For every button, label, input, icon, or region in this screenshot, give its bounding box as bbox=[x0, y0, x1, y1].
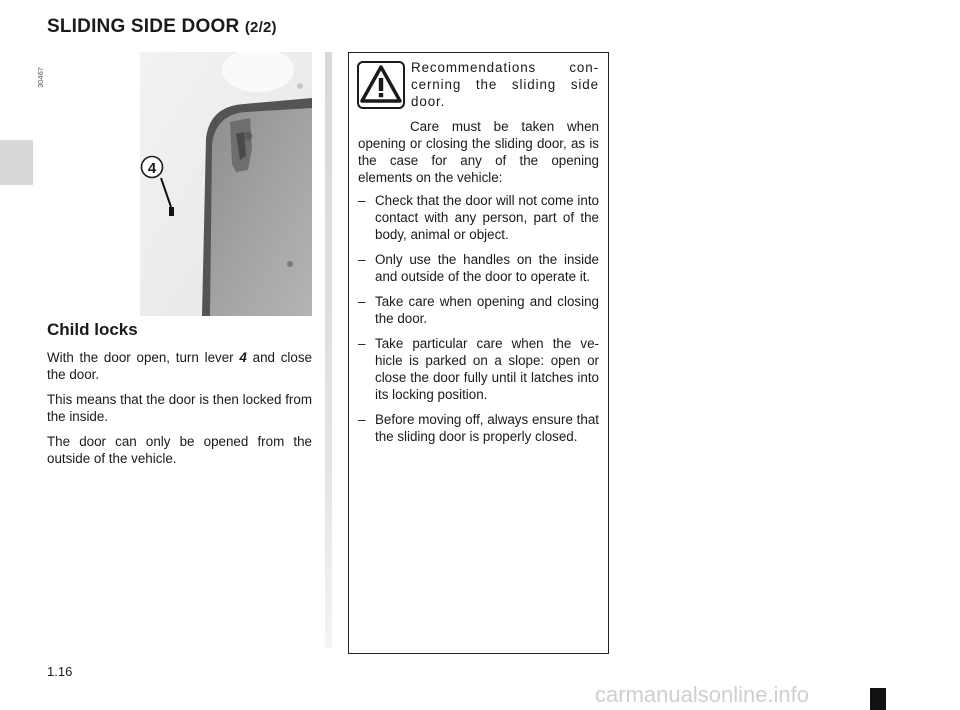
watermark: carmanualsonline.info bbox=[595, 682, 810, 707]
door-photo-illustration bbox=[140, 52, 312, 316]
page-title bbox=[47, 16, 277, 38]
list-item bbox=[358, 411, 599, 445]
list-item-text: Take particular care when the ve-hicle is parked on a slope: open or close the door fully until it latches into its locking position. bbox=[375, 336, 599, 402]
warning-intro: Care must be taken when opening or closing the sliding door, as is the case for any of the opening elements on the vehicle: bbox=[358, 119, 599, 185]
list-item-text: Only use the handles on the inside and outside of the door to operate it. bbox=[375, 252, 599, 284]
list-dash: – bbox=[358, 412, 366, 427]
warning-box bbox=[348, 52, 609, 654]
para-1-text-a: With the door open, turn lever bbox=[47, 350, 240, 365]
section-tab bbox=[0, 140, 33, 185]
door-photo bbox=[140, 52, 312, 316]
callout-number: 4 bbox=[147, 160, 157, 177]
column-divider bbox=[325, 52, 332, 648]
lever-reference: 4 bbox=[239, 350, 247, 365]
list-dash: – bbox=[358, 193, 366, 208]
figure-code bbox=[28, 62, 52, 92]
warning-triangle-icon bbox=[357, 61, 405, 109]
list-item-text: Take care when opening and closing the door. bbox=[375, 294, 599, 326]
para-1-text-b: and close the door. bbox=[47, 350, 312, 382]
list-item-text: Before moving off, always ensure that the sliding door is properly closed. bbox=[375, 412, 599, 444]
page-number: 1.16 bbox=[47, 664, 73, 679]
list-dash: – bbox=[358, 294, 366, 309]
list-item bbox=[358, 293, 599, 327]
lever-pointer-tip bbox=[169, 207, 174, 216]
child-locks-para-1 bbox=[47, 349, 312, 383]
section-heading: Child locks bbox=[47, 320, 138, 339]
child-locks-para-3: The door can only be opened from the outside of the vehicle. bbox=[47, 434, 312, 466]
warning-list bbox=[358, 192, 599, 445]
page-title-text: SLIDING SIDE DOOR bbox=[47, 16, 240, 37]
child-locks-text bbox=[47, 349, 312, 475]
list-item-text: Check that the door will not come into contact with any person, part of the body, animal or object. bbox=[375, 193, 599, 242]
list-dash: – bbox=[358, 252, 366, 267]
page-title-suffix: (2/2) bbox=[244, 19, 277, 36]
list-item bbox=[358, 192, 599, 243]
list-item bbox=[358, 335, 599, 403]
child-locks-para-2: This means that the door is then locked from the inside. bbox=[47, 392, 312, 424]
list-item bbox=[358, 251, 599, 285]
corner-mark bbox=[870, 688, 886, 710]
figure-code-text: 30467 bbox=[35, 66, 45, 88]
list-dash: – bbox=[358, 336, 366, 351]
warning-heading: Recommendations con-cerning the sliding side door. bbox=[411, 60, 599, 109]
